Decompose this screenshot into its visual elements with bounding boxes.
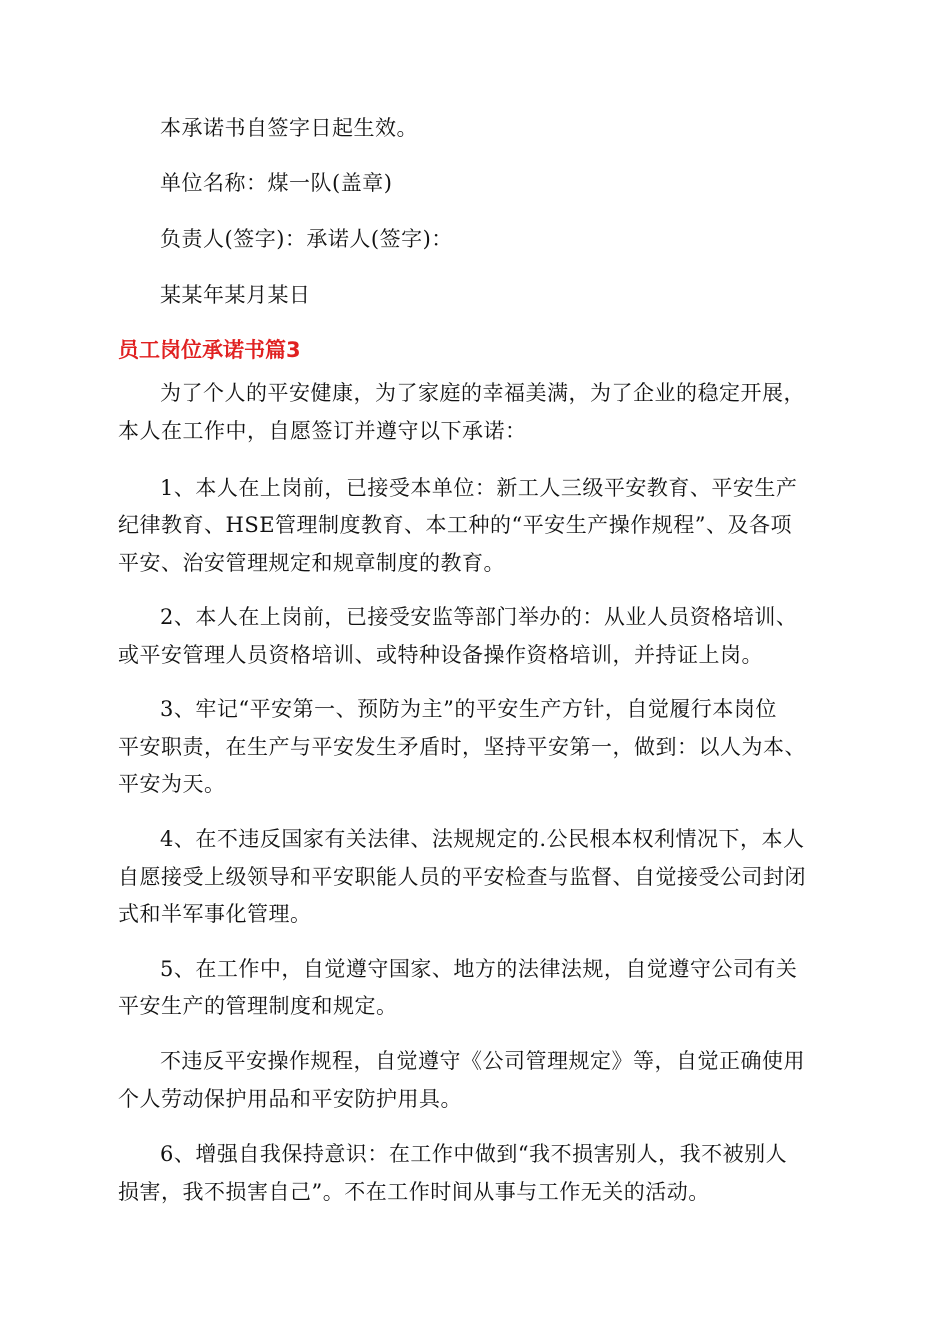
item1-line-2: 纪律教育、HSE管理制度教育、本工种的“平安生产操作规程”、及各项 [118, 513, 792, 537]
signature-line: 负责人(签字)：承诺人(签字)： [160, 227, 453, 251]
effective-clause: 本承诺书自签字日起生效。 [160, 116, 418, 140]
section-heading: 员工岗位承诺书篇3 [118, 338, 301, 362]
item2-line-2: 或平安管理人员资格培训、或特种设备操作资格培训，并持证上岗。 [118, 643, 763, 667]
item1-line-1: 1、本人在上岗前，已接受本单位：新工人三级平安教育、平安生产 [160, 476, 798, 500]
item2-line-1: 2、本人在上岗前，已接受安监等部门举办的：从业人员资格培训、 [160, 605, 798, 629]
date-line: 某某年某月某日 [160, 283, 311, 307]
item6-line-2: 损害，我不损害自己”。不在工作时间从事与工作无关的活动。 [118, 1180, 710, 1204]
intro-line-1: 为了个人的平安健康，为了家庭的幸福美满，为了企业的稳定开展， [160, 381, 805, 405]
intro-line-2: 本人在工作中，自愿签订并遵守以下承诺： [118, 419, 527, 443]
item4-line-2: 自愿接受上级领导和平安职能人员的平安检查与监督、自觉接受公司封闭 [118, 865, 806, 889]
item5-line-2: 平安生产的管理制度和规定。 [118, 994, 398, 1018]
item4-line-3: 式和半军事化管理。 [118, 902, 312, 926]
item3-line-2: 平安职责，在生产与平安发生矛盾时，坚持平安第一，做到：以人为本、 [118, 735, 806, 759]
item6-line-1: 6、增强自我保持意识：在工作中做到“我不损害别人，我不被别人 [160, 1142, 788, 1166]
item5-line-1: 5、在工作中，自觉遵守国家、地方的法律法规，自觉遵守公司有关 [160, 957, 798, 981]
item5b-line-2: 个人劳动保护用品和平安防护用具。 [118, 1087, 462, 1111]
item4-line-1: 4、在不违反国家有关法律、法规规定的.公民根本权利情况下，本人 [160, 827, 805, 851]
item3-line-3: 平安为天。 [118, 772, 226, 796]
unit-name-line: 单位名称：煤一队(盖章) [160, 171, 393, 195]
item3-line-1: 3、牢记“平安第一、预防为主”的平安生产方针，自觉履行本岗位 [160, 697, 777, 721]
item1-line-3: 平安、治安管理规定和规章制度的教育。 [118, 551, 505, 575]
item5b-line-1: 不违反平安操作规程，自觉遵守《公司管理规定》等，自觉正确使用 [160, 1049, 805, 1073]
